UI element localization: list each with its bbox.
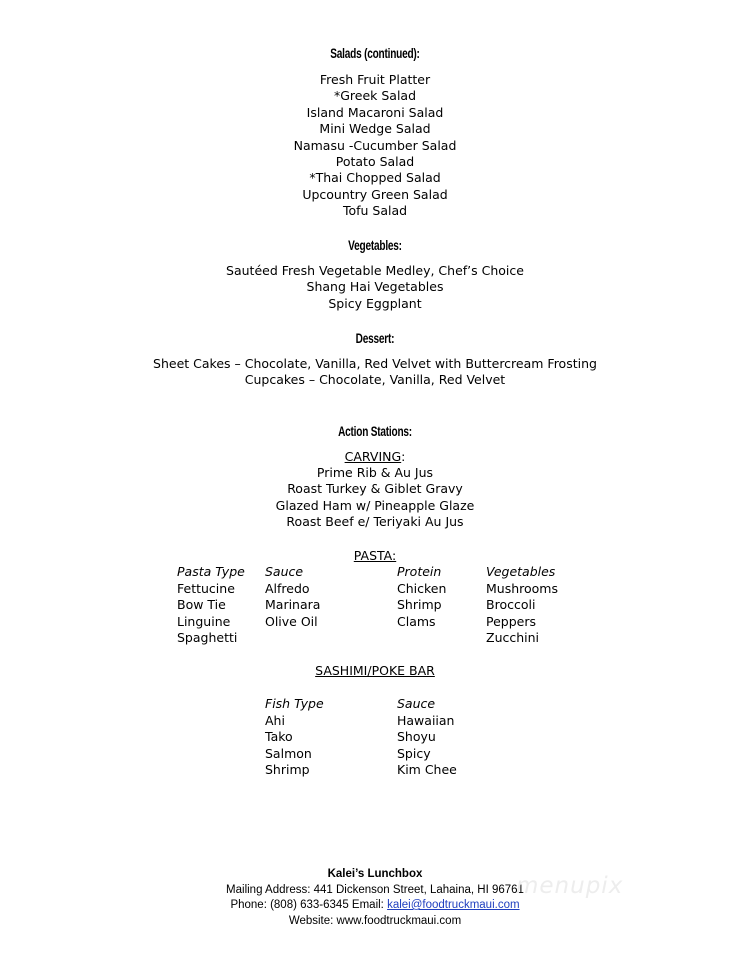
menupix-watermark: menupix [516,873,624,899]
mailing-address: Mailing Address: 441 Dickenson Street, Lahaina, HI 96761 [226,883,524,896]
column-header: Fish Type [265,696,324,711]
list-item: Chicken [397,580,447,596]
list-item: Sautéed Fresh Vegetable Medley, Chef’s Choice [226,263,524,278]
salads-list [0,72,750,220]
carving-label-text: CARVING [344,449,402,464]
list-item: Zucchini [486,630,540,645]
pasta-type-column [177,564,245,647]
list-item: Prime Rib & Au Jus [316,465,434,480]
list-item: Linguine [177,613,231,629]
action-stations-heading: Action Stations: [338,423,412,439]
list-item: Alfredo [265,580,310,596]
sashimi-label-text: SASHIMI/POKE BAR [315,663,435,678]
list-item: *Greek Salad [333,88,417,104]
list-item: Shrimp [265,762,310,777]
poke-sauce-column [397,696,457,779]
fish-type-column [265,696,324,779]
pasta-label-text: PASTA: [353,548,397,563]
list-item: Shang Hai Vegetables [306,279,444,295]
footer [0,867,750,929]
list-item: Roast Turkey & Giblet Gravy [287,481,463,497]
list-item: Upcountry Green Salad [302,186,448,202]
list-item: Spicy Eggplant [328,295,422,311]
dessert-list [0,356,750,389]
column-header: Pasta Type [177,564,245,579]
vegetables-list [0,263,750,312]
list-item: Shrimp [397,597,442,612]
business-name: Kalei’s Lunchbox [327,868,423,880]
list-item: Roast Beef e/ Teriyaki Au Jus [286,514,464,530]
list-item: Ahi [265,712,285,728]
list-item: Salmon [265,745,312,761]
list-item: Glazed Ham w/ Pineapple Glaze [275,497,475,513]
list-item: Marinara [265,597,321,612]
list-item: Spaghetti [177,630,238,645]
list-item: Mushrooms [486,580,558,596]
salads-heading: Salads (continued): [330,45,420,61]
list-item: Kim Chee [397,762,457,777]
contact-line [0,898,750,914]
list-item: Namasu -Cucumber Salad [293,137,457,153]
carving-label [0,449,750,464]
email-link[interactable]: kalei@foodtruckmaui.com [387,899,520,911]
pasta-protein-column [397,564,446,630]
sashimi-label [0,663,750,678]
list-item: Hawaiian [397,712,455,728]
pasta-vegetables-column [486,564,558,647]
carving-list [0,465,750,531]
column-header: Sauce [265,564,304,579]
list-item: Fresh Fruit Platter [319,72,431,87]
column-header: Sauce [397,696,436,711]
list-item: Clams [397,613,436,629]
list-item: Sheet Cakes – Chocolate, Vanilla, Red Velvet with Buttercream Frosting [153,356,597,371]
pasta-sauce-column [265,564,320,630]
carving-label-colon: : [401,449,406,464]
website: Website: www.foodtruckmaui.com [288,914,462,927]
list-item: Tofu Salad [342,203,408,219]
list-item: Broccoli [486,597,536,612]
list-item: Fettucine [177,580,235,596]
list-item: Cupcakes – Chocolate, Vanilla, Red Velvet [244,372,506,388]
list-item: Tako [265,729,293,744]
list-item: Shoyu [397,729,436,744]
list-item: Olive Oil [265,613,318,629]
list-item: Potato Salad [335,154,415,170]
list-item: Spicy [397,745,431,761]
phone-text: Phone: (808) 633-6345 Email: [230,899,388,911]
column-header: Vegetables [486,564,556,579]
list-item: Island Macaroni Salad [306,104,444,120]
vegetables-heading: Vegetables: [348,237,402,253]
list-item: Peppers [486,613,536,629]
list-item: *Thai Chopped Salad [309,170,441,186]
list-item: Mini Wedge Salad [319,121,431,137]
pasta-label [0,548,750,563]
column-header: Protein [397,564,442,579]
list-item: Bow Tie [177,597,226,612]
dessert-heading: Dessert: [355,330,395,346]
